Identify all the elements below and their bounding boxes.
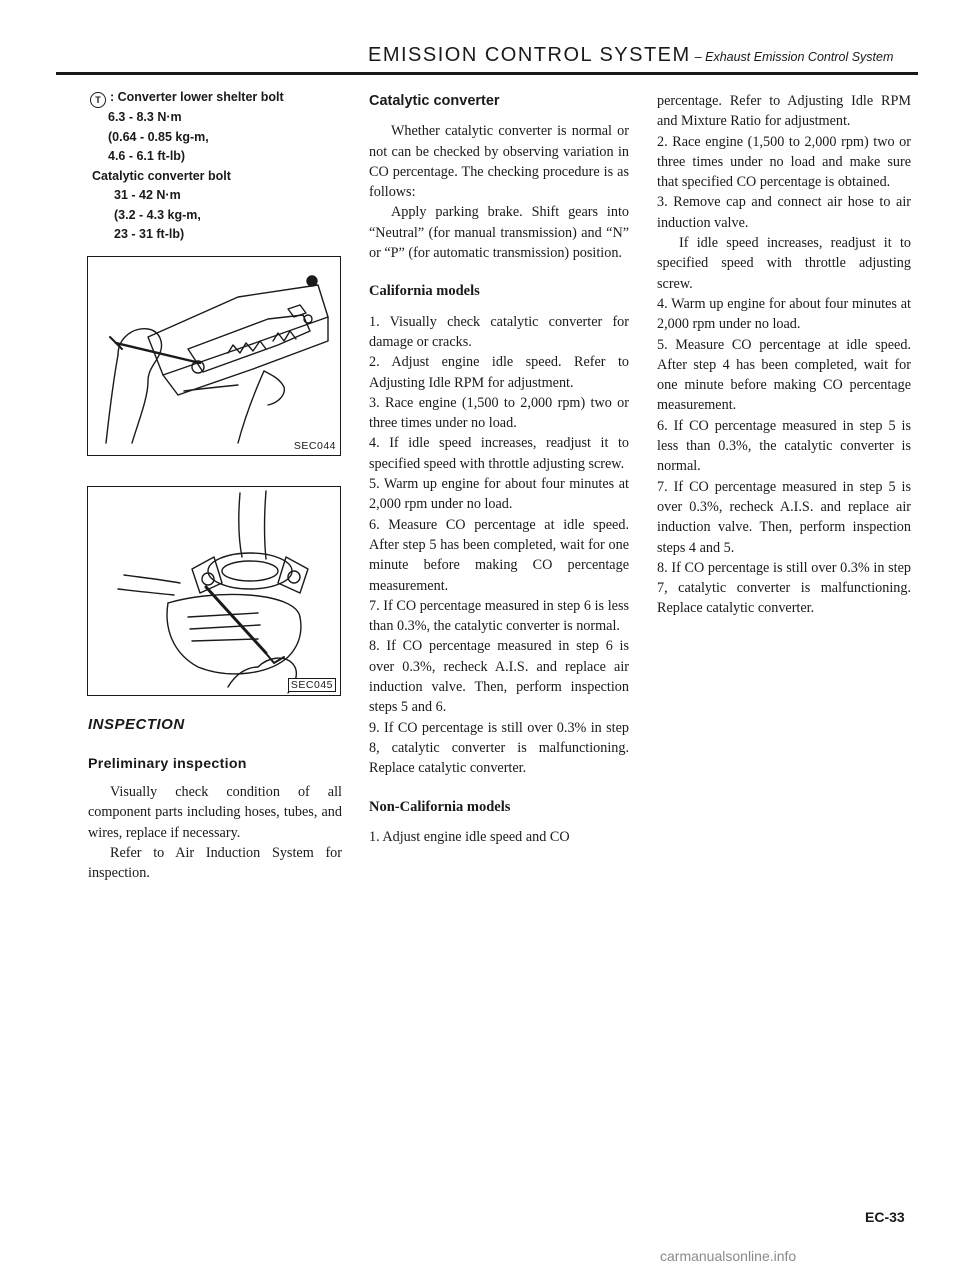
step: 1. Adjust engine idle speed and CO: [369, 828, 570, 845]
step: 5. Warm up engine for about four minutes at 2,000 rpm under no load.: [369, 476, 629, 513]
torque-symbol-icon: T: [90, 92, 106, 108]
page-number: EC-33: [865, 1209, 905, 1225]
step: 6. Measure CO percentage at idle speed. After step 5 has been completed, wait for one minute before making CO percentage measurement.: [369, 516, 629, 594]
non-california-steps-column: [657, 91, 911, 619]
figure-label: SEC045: [288, 678, 336, 692]
figure-sec045: [87, 486, 341, 696]
page-header: [368, 44, 893, 67]
step: 4. If idle speed increases, readjust it to specified speed with throttle adjusting screw.: [369, 435, 629, 472]
step: 8. If CO percentage measured in step 6 is over 0.3%, recheck A.I.S. and replace air induction valve. Then, perform inspection steps 5 and 6.: [369, 638, 629, 716]
figure-label: SEC044: [293, 440, 336, 452]
paragraph: Apply parking brake. Shift gears into “Neutral” (for manual transmission) and “N” or “P” (for automatic transmission) position.: [369, 204, 629, 262]
step: 5. Measure CO percentage at idle speed. After step 4 has been completed, wait for one minute before making CO percentage measurement.: [657, 336, 911, 414]
spec-line: 4.6 - 6.1 ft-lb): [108, 149, 186, 163]
shelter-bolt-illustration: [88, 257, 340, 455]
step: 3. Remove cap and connect air hose to air induction valve.: [657, 194, 911, 231]
step: 6. If CO percentage measured in step 5 is less than 0.3%, the catalytic converter is normal.: [657, 417, 911, 475]
torque-spec-block: [90, 88, 350, 245]
step-continued: percentage. Refer to Adjusting Idle RPM and Mixture Ratio for adjustment.: [657, 93, 911, 130]
step: 7. If CO percentage measured in step 6 is less than 0.3%, the catalytic converter is normal.: [369, 597, 629, 635]
catalytic-converter-heading: Catalytic converter: [369, 93, 500, 109]
spec-line: 6.3 - 8.3 N·m: [108, 110, 182, 124]
step: 3. Race engine (1,500 to 2,000 rpm) two or three times under no load.: [369, 394, 629, 432]
preliminary-inspection-heading: Preliminary inspection: [88, 756, 247, 772]
spec-line: Catalytic converter bolt: [92, 168, 231, 183]
catalytic-converter-column: [369, 91, 629, 847]
header-rule: [56, 72, 918, 75]
spec-line: (0.64 - 0.85 kg-m,: [108, 129, 209, 144]
spec-line: : Converter lower shelter bolt: [110, 90, 284, 104]
preliminary-inspection-text: [88, 782, 342, 883]
converter-bolt-illustration: [88, 487, 340, 695]
spec-line: 23 - 31 ft-lb): [114, 227, 185, 241]
spec-line: 31 - 42 N·m: [114, 188, 181, 202]
paragraph: Refer to Air Induction System for inspection.: [88, 844, 342, 882]
figure-sec044: [87, 256, 341, 456]
paragraph: Visually check condition of all component parts including hoses, tubes, and wires, replace if necessary.: [88, 784, 342, 841]
paragraph: Whether catalytic converter is normal or not can be checked by observing variation in CO percentage. The checking procedure is as follows:: [369, 123, 629, 201]
watermark: carmanualsonline.info: [660, 1248, 797, 1264]
step: 4. Warm up engine for about four minutes at 2,000 rpm under no load.: [657, 295, 911, 333]
non-california-models-heading: Non-California models: [369, 798, 511, 815]
spec-line: (3.2 - 4.3 kg-m,: [114, 207, 201, 222]
header-title: EMISSION CONTROL SYSTEM: [368, 44, 691, 66]
inspection-heading: INSPECTION: [88, 716, 185, 733]
header-subtitle: – Exhaust Emission Control System: [694, 50, 894, 64]
step: 9. If CO percentage is still over 0.3% in step 8, catalytic converter is malfunctioning. Replace catalytic converter.: [369, 719, 629, 777]
step-note: If idle speed increases, readjust it to specified speed with throttle adjusting screw.: [657, 235, 911, 292]
step: 2. Adjust engine idle speed. Refer to Adjusting Idle RPM for adjustment.: [369, 354, 629, 391]
step: 2. Race engine (1,500 to 2,000 rpm) two or three times under no load and make sure that specified CO percentage is obtained.: [657, 133, 911, 191]
california-models-heading: California models: [369, 283, 480, 300]
step: 1. Visually check catalytic converter for damage or cracks.: [369, 313, 629, 350]
step: 7. If CO percentage measured in step 5 is over 0.3%, recheck A.I.S. and replace air induction valve. Then, perform inspection steps 4 and 5.: [657, 478, 911, 556]
step: 8. If CO percentage is still over 0.3% in step 7, catalytic converter is malfunctioning. Replace catalytic converter.: [657, 559, 911, 617]
